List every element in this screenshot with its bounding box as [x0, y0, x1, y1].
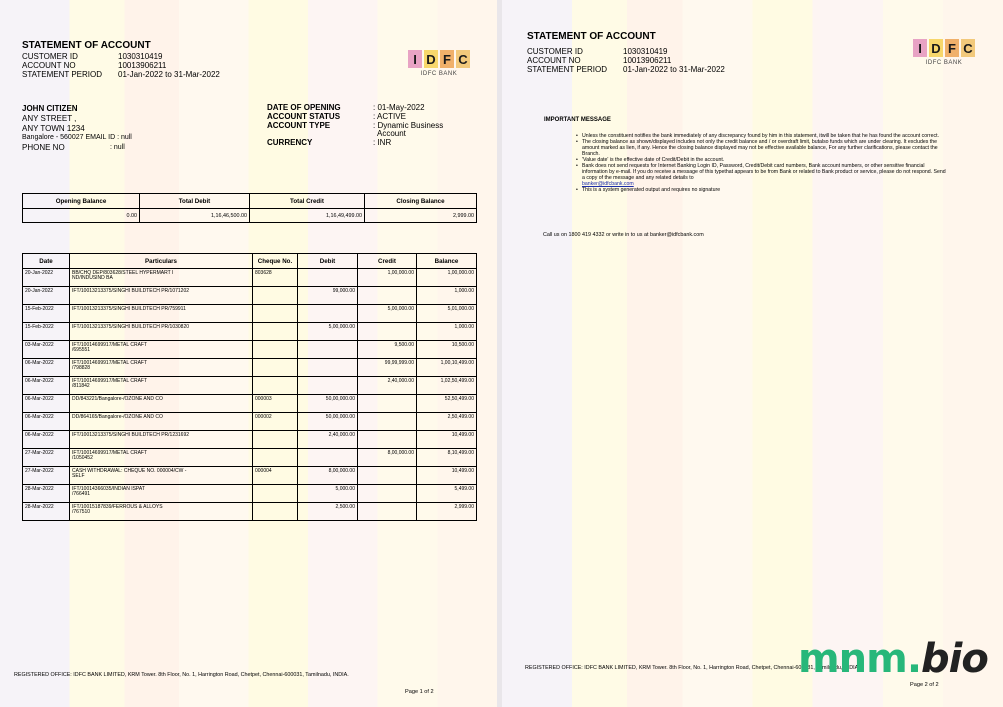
tx-header: Credit	[358, 254, 417, 269]
tx-debit	[298, 449, 358, 467]
table-row	[23, 395, 477, 413]
tx-particulars-line-2: SELF	[72, 473, 85, 480]
tx-debit: 5,000.00	[298, 485, 358, 503]
summary-header: Closing Balance	[365, 194, 477, 209]
tx-particulars-line: IFT/10013213375/SINGHI BUILDTECH PR/759911	[72, 306, 186, 312]
tx-credit	[358, 485, 417, 503]
tx-header: Debit	[298, 254, 358, 269]
tx-balance: 8,10,499.00	[417, 449, 477, 467]
tx-date: 06-Mar-2022	[23, 359, 70, 377]
page-number: Page 1 of 2	[405, 689, 434, 695]
call-us-text: Call us on 1800 419 4332 or write in to us at banker@idfcbank.com	[543, 232, 704, 238]
logo-letter: F	[440, 50, 454, 68]
tx-particulars	[70, 485, 253, 503]
tx-date: 06-Mar-2022	[23, 377, 70, 395]
currency-value: : INR	[373, 138, 392, 147]
tx-header: Balance	[417, 254, 477, 269]
table-row	[23, 359, 477, 377]
message-item: • The closing balance as shown/displayed includes not only the credit balance and / or overdraft limit, butalso funds which are under clearing. It excludes the amount marked as lien, if any. Hence the closing balance displayed may not be effective available balance, For any further clarifications, please contact the Branch.	[576, 139, 946, 157]
account-no-value: 10013906211	[623, 56, 672, 65]
tx-credit: 1,00,000.00	[358, 269, 417, 287]
account-no-label: ACCOUNT NO	[527, 56, 581, 65]
tx-credit	[358, 413, 417, 431]
total-credit-value: 1,16,49,499.00	[250, 209, 365, 223]
tx-date: 20-Jan-2022	[23, 269, 70, 287]
tx-particulars	[70, 323, 253, 341]
tx-balance: 1,00,000.00	[417, 269, 477, 287]
tx-date: 28-Mar-2022	[23, 503, 70, 521]
tx-debit: 50,00,000.00	[298, 395, 358, 413]
message-text: Bank does not send requests for Internet Banking Login ID, Password, Credit/Debit card numbers, Bank account numbers, or other sensitive financial information by e-mail. If you do receive a message of this typethat appears to be from Bank or related to Bank product or service, please do not respond. Send a copy of the message and any related details to	[582, 163, 946, 181]
address-line-3: Bangalore - 560027 EMAIL ID : null	[22, 134, 132, 141]
account-type-label: ACCOUNT TYPE	[267, 121, 331, 130]
account-no-value: 10013906211	[118, 61, 167, 70]
statement-page-2	[502, 0, 1003, 707]
tx-particulars	[70, 395, 253, 413]
tx-cheque-no	[253, 359, 298, 377]
tx-particulars-line: IFT/10014699917/METAL CRAFT	[72, 360, 148, 366]
tx-particulars-line-2: /767510	[72, 509, 91, 516]
tx-balance: 1,00,10,499.00	[417, 359, 477, 377]
tx-particulars-line-2: /695551	[72, 347, 91, 354]
watermark-part-1: mnm.	[798, 636, 922, 682]
tx-cheque-no: 803628	[253, 269, 298, 287]
summary-header: Total Debit	[140, 194, 250, 209]
logo-letter: I	[913, 39, 927, 57]
logo-letter: C	[456, 50, 470, 68]
table-row	[23, 287, 477, 305]
tx-cheque-no	[253, 287, 298, 305]
phone-label: PHONE NO	[22, 143, 65, 152]
account-status-value: : ACTIVE	[373, 112, 406, 121]
tx-date: 20-Jan-2022	[23, 287, 70, 305]
tx-particulars-line: IFT/10014699917/METAL CRAFT	[72, 378, 148, 384]
registered-office-footer: REGISTERED OFFICE: IDFC BANK LIMITED, KRM Tower. 8th Floor, No. 1, Harrington Road, Chetpet, Chennai-600031, Tamilnadu, INDIA.	[14, 672, 349, 678]
tx-balance: 52,50,499.00	[417, 395, 477, 413]
tx-date: 06-Mar-2022	[23, 431, 70, 449]
tx-header: Particulars	[70, 254, 253, 269]
tx-credit	[358, 503, 417, 521]
tx-particulars	[70, 449, 253, 467]
tx-header: Cheque No.	[253, 254, 298, 269]
tx-date: 15-Feb-2022	[23, 305, 70, 323]
balance-summary-table	[22, 193, 477, 223]
table-row	[23, 467, 477, 485]
tx-debit	[298, 377, 358, 395]
tx-debit: 2,40,000.00	[298, 431, 358, 449]
tx-particulars	[70, 431, 253, 449]
message-item	[576, 163, 946, 187]
address-line-1: ANY STREET ,	[22, 114, 77, 123]
tx-debit: 5,00,000.00	[298, 323, 358, 341]
tx-debit	[298, 269, 358, 287]
tx-balance: 10,500.00	[417, 341, 477, 359]
tx-particulars	[70, 467, 253, 485]
important-message-list	[576, 133, 946, 193]
tx-balance: 5,499.00	[417, 485, 477, 503]
tx-cheque-no	[253, 503, 298, 521]
tx-particulars-line-2: ND/INDUSIND BA	[72, 275, 113, 282]
date-of-opening-value: : 01-May-2022	[373, 103, 425, 112]
tx-cheque-no	[253, 431, 298, 449]
table-row	[23, 449, 477, 467]
tx-particulars-line: BB/CHQ DEP/803628/STEEL HYPERMART I	[72, 270, 174, 276]
tx-particulars	[70, 341, 253, 359]
tx-balance: 1,02,50,499.00	[417, 377, 477, 395]
tx-credit: 5,00,000.00	[358, 305, 417, 323]
tx-cheque-no	[253, 305, 298, 323]
tx-particulars-line: IFT/10014699917/METAL CRAFT	[72, 450, 148, 456]
tx-cheque-no	[253, 323, 298, 341]
tx-debit	[298, 305, 358, 323]
tx-date: 15-Feb-2022	[23, 323, 70, 341]
account-no-label: ACCOUNT NO	[22, 61, 76, 70]
tx-debit: 50,00,000.00	[298, 413, 358, 431]
logo-letter: D	[424, 50, 438, 68]
tx-date: 06-Mar-2022	[23, 395, 70, 413]
tx-particulars-line: IFT/10015187839/FERROUS & ALLOYS	[72, 504, 163, 510]
tx-cheque-no	[253, 485, 298, 503]
date-of-opening-label: DATE OF OPENING	[267, 103, 341, 112]
table-row	[23, 305, 477, 323]
tx-credit: 9,500.00	[358, 341, 417, 359]
tx-particulars-line: DD/864165/Bangalore-/OZONE AND CO	[72, 414, 163, 420]
tx-balance: 5,01,000.00	[417, 305, 477, 323]
tx-particulars	[70, 269, 253, 287]
tx-debit: 2,500.00	[298, 503, 358, 521]
mnm-bio-watermark	[798, 636, 988, 682]
tx-debit: 99,000.00	[298, 287, 358, 305]
address-line-2: ANY TOWN 1234	[22, 124, 85, 133]
tx-credit: 99,99,999.00	[358, 359, 417, 377]
logo-letter: F	[945, 39, 959, 57]
tx-date: 03-Mar-2022	[23, 341, 70, 359]
registered-office-footer: REGISTERED OFFICE: IDFC BANK LIMITED, KRM Tower. 8th Floor, No. 1, Harrington Road, Chetpet, Chennai-600031, Tamilnadu, INDIA.	[525, 665, 860, 671]
total-debit-value: 1,16,46,500.00	[140, 209, 250, 223]
logo-letter: D	[929, 39, 943, 57]
statement-page-1	[0, 0, 497, 707]
tx-particulars-line: IFT/10014366035/INDIAN ISPAT	[72, 486, 145, 492]
tx-cheque-no: 000003	[253, 395, 298, 413]
logo-bank-name: IDFC BANK	[420, 71, 458, 77]
tx-date: 06-Mar-2022	[23, 413, 70, 431]
tx-particulars-line-2: /1050452	[72, 455, 93, 462]
tx-debit: 8,00,000.00	[298, 467, 358, 485]
table-row	[23, 377, 477, 395]
statement-period-value: 01-Jan-2022 to 31-Mar-2022	[623, 65, 725, 74]
tx-particulars	[70, 287, 253, 305]
account-type-value-2: Account	[377, 129, 406, 138]
tx-particulars	[70, 377, 253, 395]
tx-particulars-line-2: /811842	[72, 383, 90, 390]
table-row	[23, 269, 477, 287]
banker-email-link[interactable]: banker@idfcbank.com	[582, 181, 634, 187]
idfc-logo	[408, 50, 470, 77]
tx-credit: 2,40,000.00	[358, 377, 417, 395]
tx-cheque-no	[253, 449, 298, 467]
tx-balance: 1,000.00	[417, 287, 477, 305]
tx-debit	[298, 341, 358, 359]
logo-bank-name: IDFC BANK	[925, 60, 963, 66]
tx-date: 27-Mar-2022	[23, 467, 70, 485]
message-item: • This is a system generated output and requires no signature	[576, 187, 946, 193]
customer-name: JOHN CITIZEN	[22, 104, 78, 113]
tx-cheque-no	[253, 377, 298, 395]
statement-period-label: STATEMENT PERIOD	[22, 70, 103, 79]
tx-particulars	[70, 503, 253, 521]
tx-balance: 10,499.00	[417, 467, 477, 485]
tx-credit	[358, 395, 417, 413]
tx-balance: 2,999.00	[417, 503, 477, 521]
table-row	[23, 431, 477, 449]
tx-credit	[358, 287, 417, 305]
account-status-label: ACCOUNT STATUS	[267, 112, 341, 121]
closing-balance-value: 2,999.00	[365, 209, 477, 223]
tx-particulars-line: IFT/10013213375/SINGHI BUILDTECH PR/1030820	[72, 324, 190, 330]
statement-title: STATEMENT OF ACCOUNT	[22, 40, 151, 51]
logo-letter: I	[408, 50, 422, 68]
currency-label: CURRENCY	[267, 138, 313, 147]
tx-date: 27-Mar-2022	[23, 449, 70, 467]
summary-header: Opening Balance	[23, 194, 140, 209]
tx-cheque-no: 000002	[253, 413, 298, 431]
tx-particulars	[70, 305, 253, 323]
summary-header: Total Credit	[250, 194, 365, 209]
tx-particulars-line: CASH WITHDRAWAL: CHEQUE NO. 000004/CW -	[72, 468, 187, 474]
account-type-value: : Dynamic Business	[373, 121, 444, 130]
tx-credit	[358, 467, 417, 485]
opening-balance-value: 0.00	[23, 209, 140, 223]
tx-cheque-no	[253, 341, 298, 359]
tx-particulars-line: IFT/10014699917/METAL CRAFT	[72, 342, 148, 348]
tx-particulars-line: DD/843221/Bangalore-/OZONE AND CO	[72, 396, 163, 402]
tx-date: 28-Mar-2022	[23, 485, 70, 503]
tx-balance: 2,50,499.00	[417, 413, 477, 431]
customer-id-label: CUSTOMER ID	[22, 52, 78, 61]
page-number: Page 2 of 2	[910, 682, 939, 688]
tx-particulars-line: IFT/10013213375/SINGHI BUILDTECH PR/1231692	[72, 432, 190, 438]
tx-particulars-line-2: /798828	[72, 365, 91, 372]
phone-value: : null	[110, 144, 125, 151]
message-item: • Unless the constituent notifies the bank immediately of any discrepancy found by him in this statement, itwill be taken that he has found the account correct.	[576, 133, 946, 139]
watermark-part-2: bio	[921, 636, 988, 682]
tx-credit: 8,00,000.00	[358, 449, 417, 467]
important-message-title: IMPORTANT MESSAGE	[544, 117, 611, 123]
tx-particulars	[70, 413, 253, 431]
tx-particulars	[70, 359, 253, 377]
tx-header: Date	[23, 254, 70, 269]
tx-credit	[358, 323, 417, 341]
tx-particulars-line-2: /766491	[72, 491, 91, 498]
customer-id-value: 1030310419	[623, 47, 668, 56]
message-item: • 'Value date' is the effective date of Credit/Debit in the account.	[576, 157, 946, 163]
statement-period-label: STATEMENT PERIOD	[527, 65, 608, 74]
tx-particulars-line: IFT/10013213375/SINGHI BUILDTECH PR/1071202	[72, 288, 190, 294]
table-row	[23, 323, 477, 341]
tx-balance: 1,000.00	[417, 323, 477, 341]
tx-balance: 10,499.00	[417, 431, 477, 449]
table-row	[23, 485, 477, 503]
logo-letter: C	[961, 39, 975, 57]
statement-title: STATEMENT OF ACCOUNT	[527, 31, 656, 42]
tx-debit	[298, 359, 358, 377]
tx-cheque-no: 000004	[253, 467, 298, 485]
table-row	[23, 503, 477, 521]
tx-credit	[358, 431, 417, 449]
table-row	[23, 413, 477, 431]
transactions-table	[22, 253, 477, 521]
customer-id-label: CUSTOMER ID	[527, 47, 583, 56]
table-row	[23, 341, 477, 359]
customer-id-value: 1030310419	[118, 52, 163, 61]
statement-period-value: 01-Jan-2022 to 31-Mar-2022	[118, 70, 220, 79]
idfc-logo	[913, 39, 975, 66]
